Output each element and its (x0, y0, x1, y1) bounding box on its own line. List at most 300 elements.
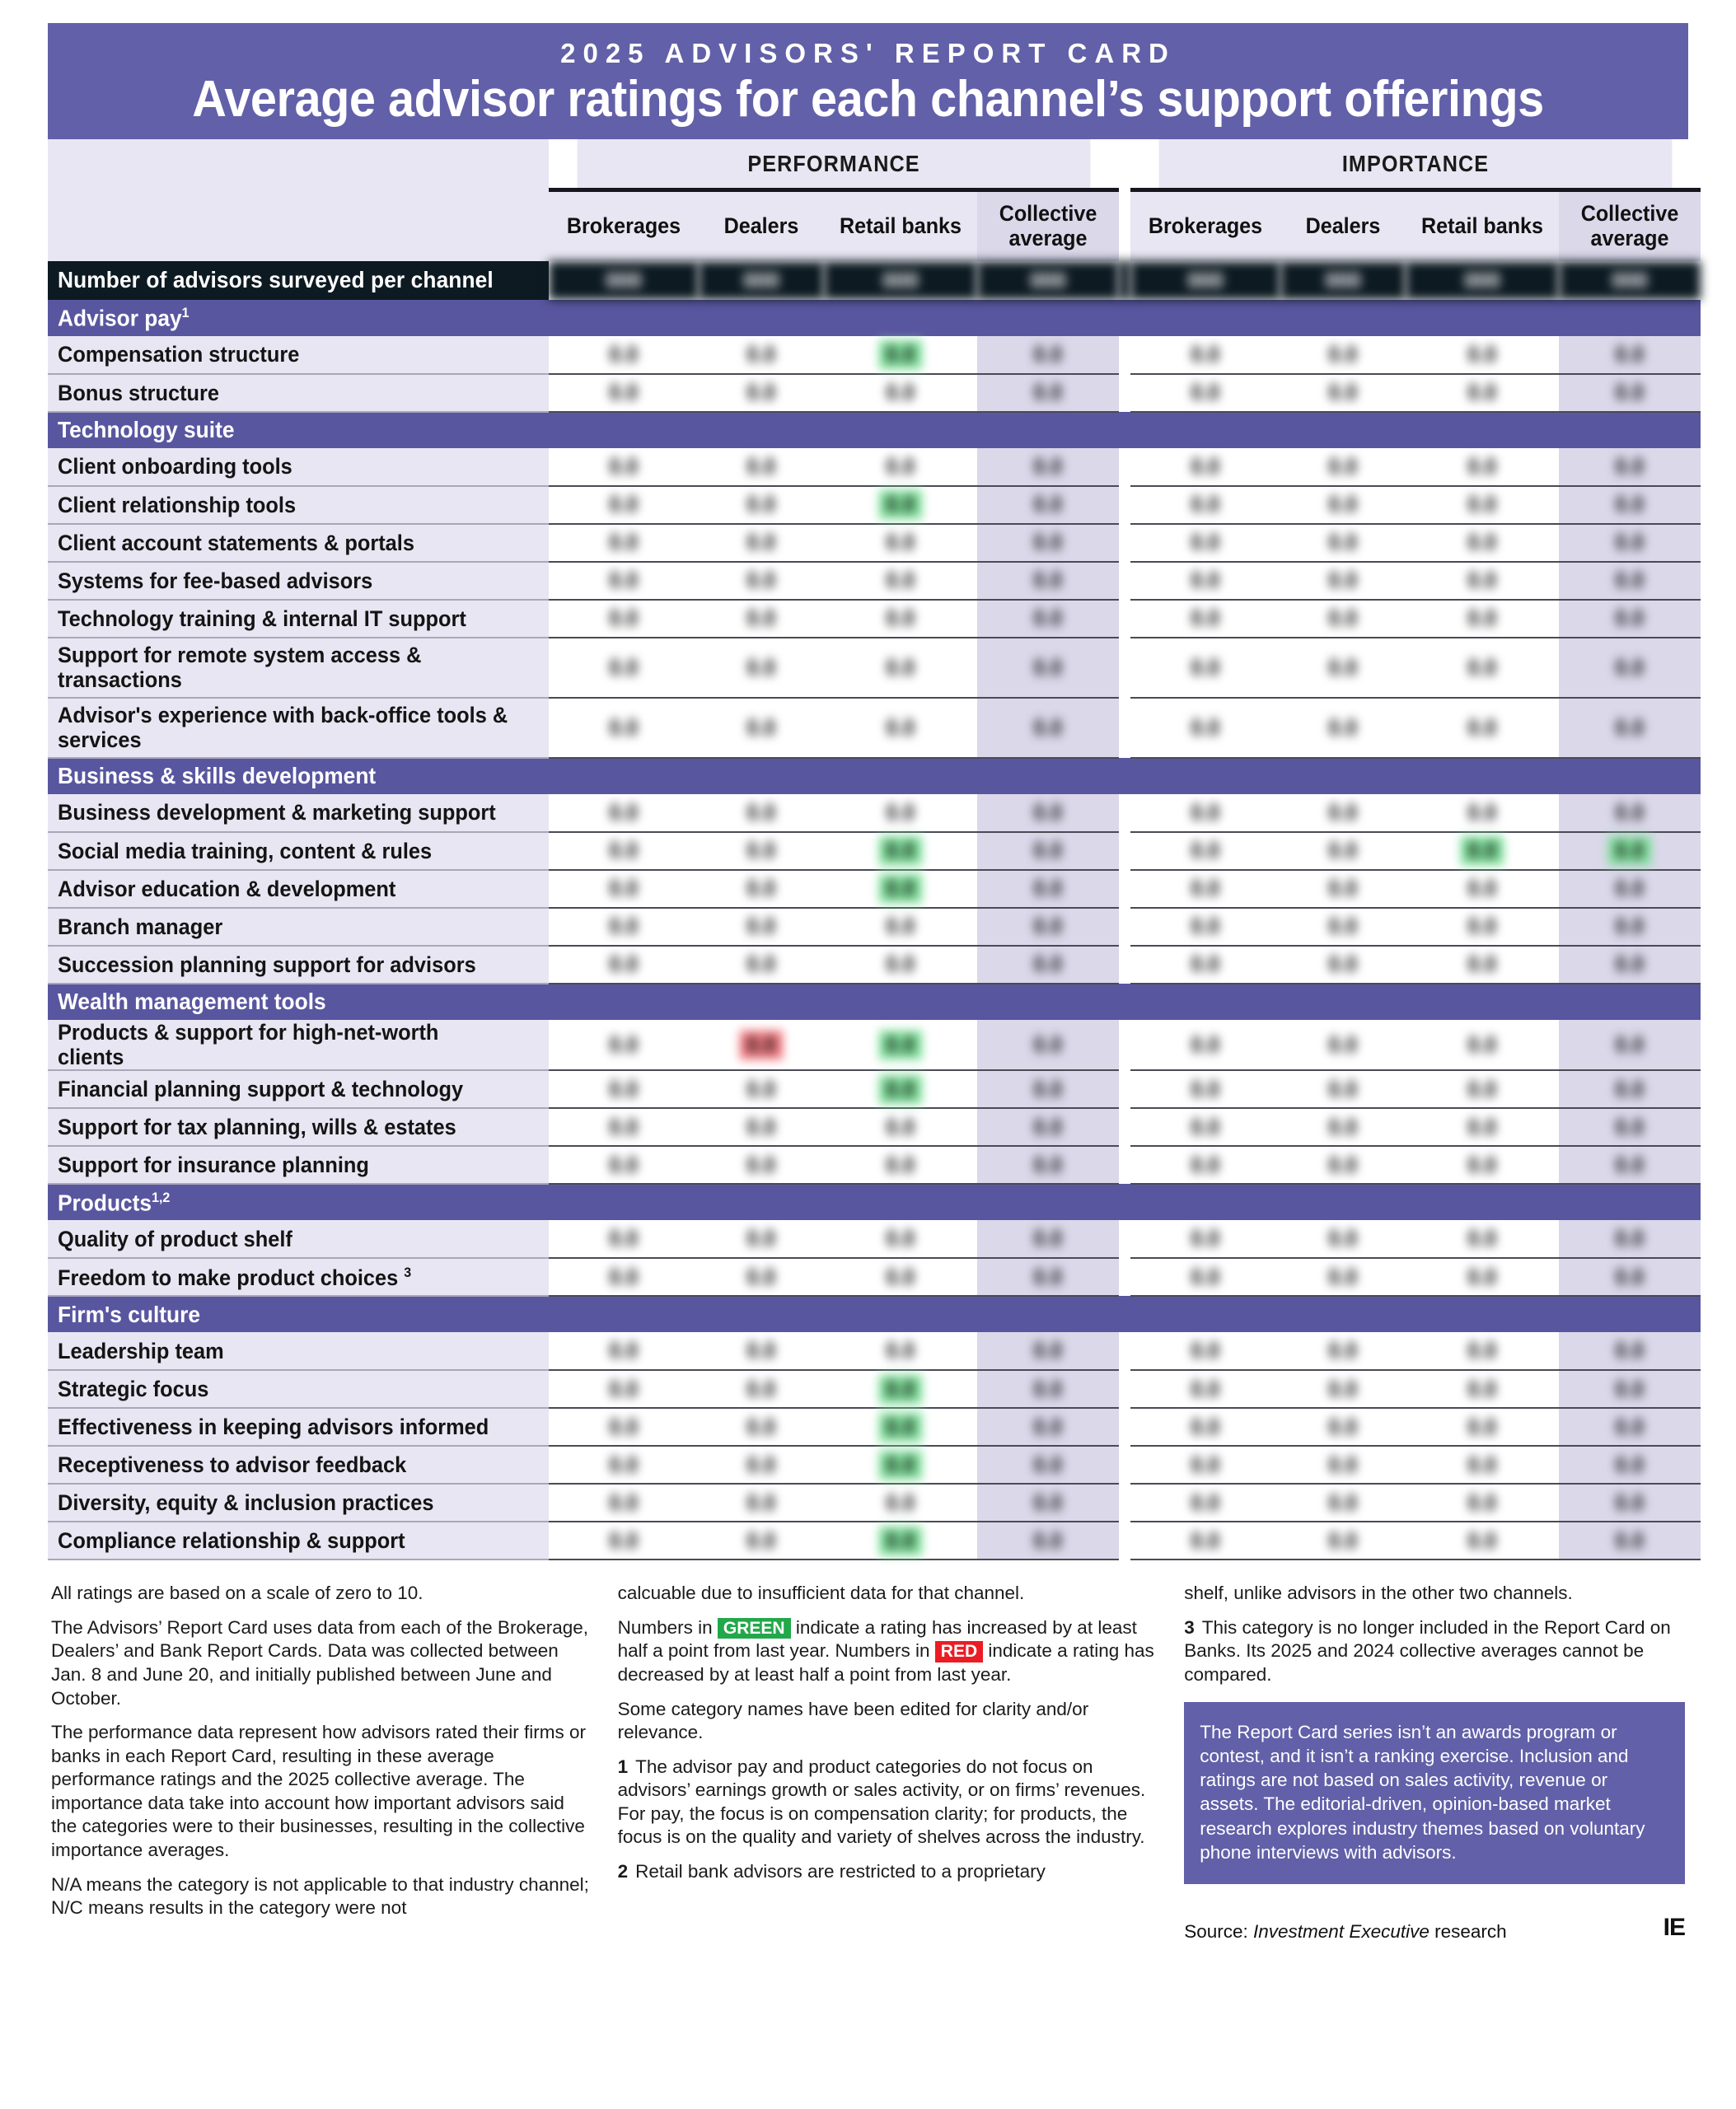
cell-performance-1: 0.0 (699, 1408, 824, 1446)
cell-importance-3: 0.0 (1559, 1220, 1701, 1258)
advisor-count-value: 000 (549, 261, 699, 300)
cell-performance-2: 0.0 (824, 1446, 977, 1484)
cell-performance-0: 0.0 (549, 794, 699, 832)
cell-importance-3: 0.0 (1559, 1446, 1701, 1484)
cell-performance-0: 0.0 (549, 374, 699, 412)
cell-importance-2: 0.0 (1406, 1220, 1559, 1258)
cell-performance-3: 0.0 (977, 794, 1119, 832)
cell-importance-2: 0.0 (1406, 1020, 1559, 1070)
cell-performance-2: 0.0 (824, 1408, 977, 1446)
cell-importance-2: 0.0 (1406, 698, 1559, 758)
cell-importance-3: 0.0 (1559, 698, 1701, 758)
cell-performance-2: 0.0 (824, 870, 977, 908)
cell-performance-3: 0.0 (977, 1446, 1119, 1484)
row-label: Strategic focus (48, 1370, 544, 1408)
cell-importance-2: 0.0 (1406, 794, 1559, 832)
cell-performance-0: 0.0 (549, 1020, 699, 1070)
cell-importance-2: 0.0 (1406, 946, 1559, 984)
table-row (48, 524, 1701, 562)
cell-performance-3: 0.0 (977, 374, 1119, 412)
cell-importance-0: 0.0 (1130, 1370, 1280, 1408)
table-row (48, 562, 1701, 600)
cell-performance-3: 0.0 (977, 1332, 1119, 1370)
cell-performance-2: 0.0 (824, 832, 977, 870)
row-label: Systems for fee-based advisors (48, 562, 544, 600)
footnotes (48, 1582, 1688, 1943)
cell-importance-0: 0.0 (1130, 1070, 1280, 1108)
cell-performance-2: 0.0 (824, 1522, 977, 1560)
cell-performance-3: 0.0 (977, 486, 1119, 524)
cell-performance-1: 0.0 (699, 1332, 824, 1370)
cell-importance-1: 0.0 (1280, 832, 1406, 870)
cell-importance-1: 0.0 (1280, 486, 1406, 524)
cell-performance-1: 0.0 (699, 698, 824, 758)
section-header-row (48, 300, 1701, 336)
cell-performance-3: 0.0 (977, 1070, 1119, 1108)
cell-performance-3: 0.0 (977, 1220, 1119, 1258)
advisor-count-value: 000 (824, 261, 977, 300)
advisor-count-value: 000 (1130, 261, 1280, 300)
cell-performance-0: 0.0 (549, 524, 699, 562)
row-label: Support for insurance planning (48, 1146, 544, 1184)
table-row (48, 1220, 1701, 1258)
cell-performance-3: 0.0 (977, 562, 1119, 600)
footnote-1 (618, 1756, 1162, 1849)
cell-performance-3: 0.0 (977, 698, 1119, 758)
cell-performance-3: 0.0 (977, 638, 1119, 698)
section-title: Firm's culture (48, 1296, 549, 1332)
row-label: Advisor education & development (48, 870, 544, 908)
table-row (48, 1258, 1701, 1296)
cell-performance-3: 0.0 (977, 1108, 1119, 1146)
cell-importance-0: 0.0 (1130, 908, 1280, 946)
cell-performance-0: 0.0 (549, 562, 699, 600)
group-header-performance: PERFORMANCE (578, 139, 1091, 190)
cell-importance-1: 0.0 (1280, 1020, 1406, 1070)
row-label: Receptiveness to advisor feedback (48, 1446, 544, 1484)
source-publication: Investment Executive (1253, 1920, 1430, 1942)
cell-importance-1: 0.0 (1280, 1408, 1406, 1446)
cell-importance-3: 0.0 (1559, 870, 1701, 908)
cell-performance-3: 0.0 (977, 1408, 1119, 1446)
advisor-count-value: 000 (977, 261, 1119, 300)
cell-performance-2: 0.0 (824, 1220, 977, 1258)
cell-importance-1: 0.0 (1280, 870, 1406, 908)
table-row (48, 1108, 1701, 1146)
row-label: Compensation structure (48, 336, 544, 374)
cell-performance-0: 0.0 (549, 1258, 699, 1296)
cell-importance-0: 0.0 (1130, 1020, 1280, 1070)
note-color-legend (618, 1616, 1162, 1687)
cell-performance-2: 0.0 (824, 908, 977, 946)
row-label: Client relationship tools (48, 486, 544, 524)
cell-importance-1: 0.0 (1280, 1332, 1406, 1370)
table-row (48, 1020, 1701, 1070)
cell-importance-0: 0.0 (1130, 870, 1280, 908)
cell-importance-1: 0.0 (1280, 1220, 1406, 1258)
cell-performance-2: 0.0 (824, 1258, 977, 1296)
advisor-count-value: 000 (1406, 261, 1559, 300)
table-row (48, 1484, 1701, 1522)
row-label: Client account statements & portals (48, 524, 544, 562)
cell-performance-1: 0.0 (699, 374, 824, 412)
cell-importance-1: 0.0 (1280, 1484, 1406, 1522)
cell-importance-2: 0.0 (1406, 1258, 1559, 1296)
cell-importance-3: 0.0 (1559, 562, 1701, 600)
cell-importance-0: 0.0 (1130, 638, 1280, 698)
cell-performance-1: 0.0 (699, 1258, 824, 1296)
cell-performance-1: 0.0 (699, 336, 824, 374)
cell-importance-3: 0.0 (1559, 448, 1701, 486)
footnote-2-text: Retail bank advisors are restricted to a proprietary (635, 1860, 1046, 1882)
cell-performance-1: 0.0 (699, 1070, 824, 1108)
cell-importance-3: 0.0 (1559, 1108, 1701, 1146)
row-label: Effectiveness in keeping advisors informed (48, 1408, 544, 1446)
cell-performance-0: 0.0 (549, 832, 699, 870)
cell-performance-0: 0.0 (549, 1446, 699, 1484)
cell-importance-2: 0.0 (1406, 600, 1559, 638)
row-label: Diversity, equity & inclusion practices (48, 1484, 544, 1522)
cell-importance-1: 0.0 (1280, 908, 1406, 946)
note-methodology: The performance data represent how advisors rated their firms or banks in each Report Card, resulting in these average performance ratings and the 2025 collective average. The importance data take into account how important advisors said the categories were to their businesses, resulting in the collective importance averages. (51, 1722, 587, 1860)
col-header-performance-retail-banks: Retail banks (824, 190, 977, 261)
cell-importance-3: 0.0 (1559, 1408, 1701, 1446)
cell-performance-1: 0.0 (699, 1108, 824, 1146)
table-row (48, 1408, 1701, 1446)
table-row (48, 600, 1701, 638)
cell-performance-0: 0.0 (549, 600, 699, 638)
cell-performance-2: 0.0 (824, 374, 977, 412)
advisor-count-label: Number of advisors surveyed per channel (48, 261, 549, 300)
cell-importance-0: 0.0 (1130, 524, 1280, 562)
cell-performance-1: 0.0 (699, 1020, 824, 1070)
ratings-table (48, 139, 1701, 1560)
cell-performance-3: 0.0 (977, 870, 1119, 908)
cell-performance-1: 0.0 (699, 946, 824, 984)
row-label: Leadership team (48, 1332, 544, 1370)
table-row (48, 486, 1701, 524)
cell-importance-1: 0.0 (1280, 374, 1406, 412)
cell-importance-3: 0.0 (1559, 524, 1701, 562)
cell-importance-2: 0.0 (1406, 562, 1559, 600)
cell-importance-0: 0.0 (1130, 1446, 1280, 1484)
advisor-count-value: 000 (699, 261, 824, 300)
cell-performance-3: 0.0 (977, 832, 1119, 870)
legend-text-mid: indicate a rating has increased by at least half a point from last year. Numbers in (617, 1616, 1137, 1662)
cell-importance-1: 0.0 (1280, 524, 1406, 562)
ratings-table-body (48, 139, 1701, 1560)
row-label: Business development & marketing support (48, 794, 544, 832)
cell-importance-0: 0.0 (1130, 832, 1280, 870)
row-label: Client onboarding tools (48, 448, 544, 486)
cell-performance-3: 0.0 (977, 908, 1119, 946)
banner-kicker: 2025 ADVISORS' REPORT CARD (560, 38, 1176, 68)
cell-performance-1: 0.0 (699, 794, 824, 832)
cell-performance-1: 0.0 (699, 1220, 824, 1258)
table-row (48, 832, 1701, 870)
col-header-importance-dealers: Dealers (1280, 190, 1406, 261)
cell-performance-1: 0.0 (699, 524, 824, 562)
col-header-performance-dealers: Dealers (699, 190, 824, 261)
cell-importance-2: 0.0 (1406, 1446, 1559, 1484)
cell-importance-0: 0.0 (1130, 562, 1280, 600)
row-label: Branch manager (48, 908, 544, 946)
row-label: Financial planning support & technology (48, 1070, 544, 1108)
cell-performance-1: 0.0 (699, 1146, 824, 1184)
cell-performance-3: 0.0 (977, 1522, 1119, 1560)
cell-importance-0: 0.0 (1130, 1108, 1280, 1146)
table-row (48, 1070, 1701, 1108)
cell-performance-1: 0.0 (699, 562, 824, 600)
cell-importance-3: 0.0 (1559, 1070, 1701, 1108)
row-label: Freedom to make product choices $^3$ (48, 1258, 544, 1296)
cell-performance-2: 0.0 (824, 1070, 977, 1108)
cell-importance-2: 0.0 (1406, 1522, 1559, 1560)
section-title: Products$^{1,2}$ (48, 1184, 549, 1220)
cell-importance-1: 0.0 (1280, 1522, 1406, 1560)
table-row (48, 946, 1701, 984)
cell-importance-1: 0.0 (1280, 1146, 1406, 1184)
cell-importance-3: 0.0 (1559, 600, 1701, 638)
cell-performance-3: 0.0 (977, 600, 1119, 638)
cell-importance-2: 0.0 (1406, 448, 1559, 486)
cell-performance-2: 0.0 (824, 1332, 977, 1370)
cell-importance-2: 0.0 (1406, 524, 1559, 562)
cell-performance-0: 0.0 (549, 1070, 699, 1108)
section-title: Wealth management tools (48, 984, 549, 1020)
cell-performance-0: 0.0 (549, 1146, 699, 1184)
cell-performance-1: 0.0 (699, 832, 824, 870)
cell-importance-2: 0.0 (1406, 1108, 1559, 1146)
footnote-3 (1184, 1616, 1685, 1687)
cell-importance-3: 0.0 (1559, 1146, 1701, 1184)
note-scale: All ratings are based on a scale of zero to 10. (51, 1583, 423, 1604)
section-header-row (48, 1184, 1701, 1220)
table-row (48, 374, 1701, 412)
cell-importance-3: 0.0 (1559, 1484, 1701, 1522)
cell-importance-1: 0.0 (1280, 1108, 1406, 1146)
cell-importance-1: 0.0 (1280, 698, 1406, 758)
cell-importance-1: 0.0 (1280, 448, 1406, 486)
col-header-importance-brokerages: Brokerages (1130, 190, 1280, 261)
source-text (1184, 1920, 1506, 1944)
cell-importance-0: 0.0 (1130, 1220, 1280, 1258)
table-row (48, 908, 1701, 946)
row-label: Quality of product shelf (48, 1220, 544, 1258)
ie-logo: IE (1663, 1914, 1686, 1942)
advisor-count-value: 000 (1559, 261, 1701, 300)
cell-importance-2: 0.0 (1406, 1146, 1559, 1184)
cell-performance-0: 0.0 (549, 1484, 699, 1522)
cell-performance-0: 0.0 (549, 870, 699, 908)
cell-importance-1: 0.0 (1280, 638, 1406, 698)
table-row (48, 794, 1701, 832)
cell-importance-1: 0.0 (1280, 336, 1406, 374)
cell-performance-1: 0.0 (699, 1446, 824, 1484)
cell-performance-1: 0.0 (699, 486, 824, 524)
cell-performance-1: 0.0 (699, 1522, 824, 1560)
cell-performance-0: 0.0 (549, 1522, 699, 1560)
cell-importance-0: 0.0 (1130, 946, 1280, 984)
cell-performance-0: 0.0 (549, 698, 699, 758)
row-label: Support for remote system access & transactions (48, 638, 544, 698)
footnotes-column-3 (1184, 1582, 1685, 1943)
col-header-importance-collective-average: Collective average (1559, 190, 1701, 261)
row-label: Social media training, content & rules (48, 832, 544, 870)
table-row (48, 1446, 1701, 1484)
row-label: Succession planning support for advisors (48, 946, 544, 984)
cell-importance-2: 0.0 (1406, 486, 1559, 524)
note-na-nc-continued: calcuable due to insufficient data for that channel. (617, 1583, 1025, 1604)
row-label: Compliance relationship & support (48, 1522, 544, 1560)
cell-importance-0: 0.0 (1130, 1408, 1280, 1446)
cell-importance-3: 0.0 (1559, 1370, 1701, 1408)
cell-performance-3: 0.0 (977, 336, 1119, 374)
table-row (48, 638, 1701, 698)
cell-importance-0: 0.0 (1130, 1146, 1280, 1184)
table-row (48, 1146, 1701, 1184)
page-banner (48, 23, 1688, 139)
col-header-performance-collective-average: Collective average (977, 190, 1119, 261)
table-row (48, 1332, 1701, 1370)
footnote-3-text: This category is no longer included in the Report Card on Banks. Its 2025 and 2024 collective averages cannot be compared. (1184, 1616, 1671, 1686)
footnote-1-text: The advisor pay and product categories do not focus on advisors’ earnings growth or sales activity, or on firms’ revenues. For pay, the focus is on compensation clarity; for products, the focus is on the quality and variety of shelves across the industry. (617, 1756, 1146, 1848)
footnote-2-number: 2 (617, 1860, 629, 1882)
cell-performance-2: 0.0 (824, 794, 977, 832)
source-line (1184, 1912, 1685, 1943)
cell-importance-0: 0.0 (1130, 1258, 1280, 1296)
table-row (48, 870, 1701, 908)
footnotes-column-2 (618, 1582, 1185, 1943)
cell-importance-2: 0.0 (1406, 1484, 1559, 1522)
cell-importance-1: 0.0 (1280, 1258, 1406, 1296)
cell-importance-0: 0.0 (1130, 698, 1280, 758)
cell-importance-0: 0.0 (1130, 1522, 1280, 1560)
cell-importance-0: 0.0 (1130, 448, 1280, 486)
cell-performance-2: 0.0 (824, 562, 977, 600)
cell-performance-2: 0.0 (824, 946, 977, 984)
corner-cell (48, 139, 544, 190)
cell-performance-3: 0.0 (977, 1484, 1119, 1522)
cell-importance-2: 0.0 (1406, 832, 1559, 870)
cell-importance-2: 0.0 (1406, 1332, 1559, 1370)
cell-performance-2: 0.0 (824, 1484, 977, 1522)
section-header-row (48, 984, 1701, 1020)
advisor-count-value: 000 (1280, 261, 1406, 300)
cell-performance-1: 0.0 (699, 1370, 824, 1408)
advisor-count-row (48, 261, 1701, 300)
cell-importance-2: 0.0 (1406, 336, 1559, 374)
footnote-1-number: 1 (617, 1756, 629, 1777)
cell-performance-0: 0.0 (549, 1408, 699, 1446)
cell-performance-3: 0.0 (977, 524, 1119, 562)
row-label: Technology training & internal IT support (48, 600, 544, 638)
cell-performance-1: 0.0 (699, 908, 824, 946)
footnote-2-continued: shelf, unlike advisors in the other two channels. (1184, 1583, 1573, 1604)
cell-importance-3: 0.0 (1559, 794, 1701, 832)
cell-performance-0: 0.0 (549, 638, 699, 698)
section-header-row (48, 758, 1701, 794)
footnote-2 (618, 1860, 1162, 1884)
cell-performance-1: 0.0 (699, 600, 824, 638)
cell-importance-2: 0.0 (1406, 638, 1559, 698)
cell-importance-3: 0.0 (1559, 1522, 1701, 1560)
cell-performance-0: 0.0 (549, 336, 699, 374)
cell-performance-2: 0.0 (824, 336, 977, 374)
cell-importance-1: 0.0 (1280, 946, 1406, 984)
cell-importance-3: 0.0 (1559, 638, 1701, 698)
group-header-importance: IMPORTANCE (1159, 139, 1673, 190)
cell-performance-3: 0.0 (977, 946, 1119, 984)
cell-importance-2: 0.0 (1406, 870, 1559, 908)
section-header-row (48, 412, 1701, 448)
source-suffix: research (1429, 1920, 1507, 1942)
column-header-row (48, 190, 1701, 261)
cell-performance-2: 0.0 (824, 448, 977, 486)
cell-performance-3: 0.0 (977, 1258, 1119, 1296)
cell-performance-3: 0.0 (977, 448, 1119, 486)
cell-importance-3: 0.0 (1559, 1020, 1701, 1070)
section-title: Technology suite (48, 412, 549, 448)
cell-importance-2: 0.0 (1406, 1408, 1559, 1446)
table-row (48, 448, 1701, 486)
section-header-row (48, 1296, 1701, 1332)
source-label: Source: (1184, 1920, 1254, 1942)
green-legend-chip: GREEN (718, 1618, 791, 1639)
cell-importance-0: 0.0 (1130, 794, 1280, 832)
cell-performance-0: 0.0 (549, 1332, 699, 1370)
group-header-row (48, 139, 1701, 190)
cell-importance-3: 0.0 (1559, 1332, 1701, 1370)
cell-performance-2: 0.0 (824, 1108, 977, 1146)
cell-performance-2: 0.0 (824, 698, 977, 758)
footnote-3-number: 3 (1184, 1616, 1195, 1638)
row-label: Products & support for high-net-worth clients (48, 1020, 544, 1070)
row-label: Advisor's experience with back-office tools & services (48, 698, 544, 758)
cell-importance-1: 0.0 (1280, 794, 1406, 832)
cell-performance-1: 0.0 (699, 1484, 824, 1522)
cell-importance-0: 0.0 (1130, 336, 1280, 374)
section-title: Advisor pay$^1$ (48, 300, 549, 336)
note-na-nc: N/A means the category is not applicable to that industry channel; N/C means results in the category were not (51, 1873, 589, 1919)
cell-importance-3: 0.0 (1559, 336, 1701, 374)
footnotes-column-1 (51, 1582, 618, 1943)
legend-text-post: indicate a rating has decreased by at least half a point from last year. (617, 1640, 1154, 1686)
cell-performance-0: 0.0 (549, 946, 699, 984)
red-legend-chip: RED (935, 1641, 983, 1662)
cell-performance-2: 0.0 (824, 638, 977, 698)
cell-importance-2: 0.0 (1406, 1370, 1559, 1408)
section-title: Business & skills development (48, 758, 549, 794)
cell-importance-0: 0.0 (1130, 486, 1280, 524)
cell-importance-1: 0.0 (1280, 600, 1406, 638)
legend-text-pre: Numbers in (617, 1616, 718, 1638)
cell-importance-0: 0.0 (1130, 600, 1280, 638)
cell-importance-1: 0.0 (1280, 562, 1406, 600)
cell-performance-2: 0.0 (824, 1370, 977, 1408)
row-label: Bonus structure (48, 374, 544, 412)
cell-performance-0: 0.0 (549, 486, 699, 524)
disclaimer-callout: The Report Card series isn’t an awards program or contest, and it isn’t a ranking exercise. Inclusion and ratings are not based on sales activity, revenue or assets. The editorial-driven, opinion-based market research explores industry themes based on voluntary phone interviews with advisors. (1184, 1702, 1685, 1885)
cell-importance-1: 0.0 (1280, 1446, 1406, 1484)
cell-performance-0: 0.0 (549, 448, 699, 486)
cell-importance-3: 0.0 (1559, 908, 1701, 946)
cell-performance-3: 0.0 (977, 1370, 1119, 1408)
row-label: Support for tax planning, wills & estates (48, 1108, 544, 1146)
cell-importance-0: 0.0 (1130, 1484, 1280, 1522)
cell-importance-0: 0.0 (1130, 374, 1280, 412)
table-row (48, 1522, 1701, 1560)
